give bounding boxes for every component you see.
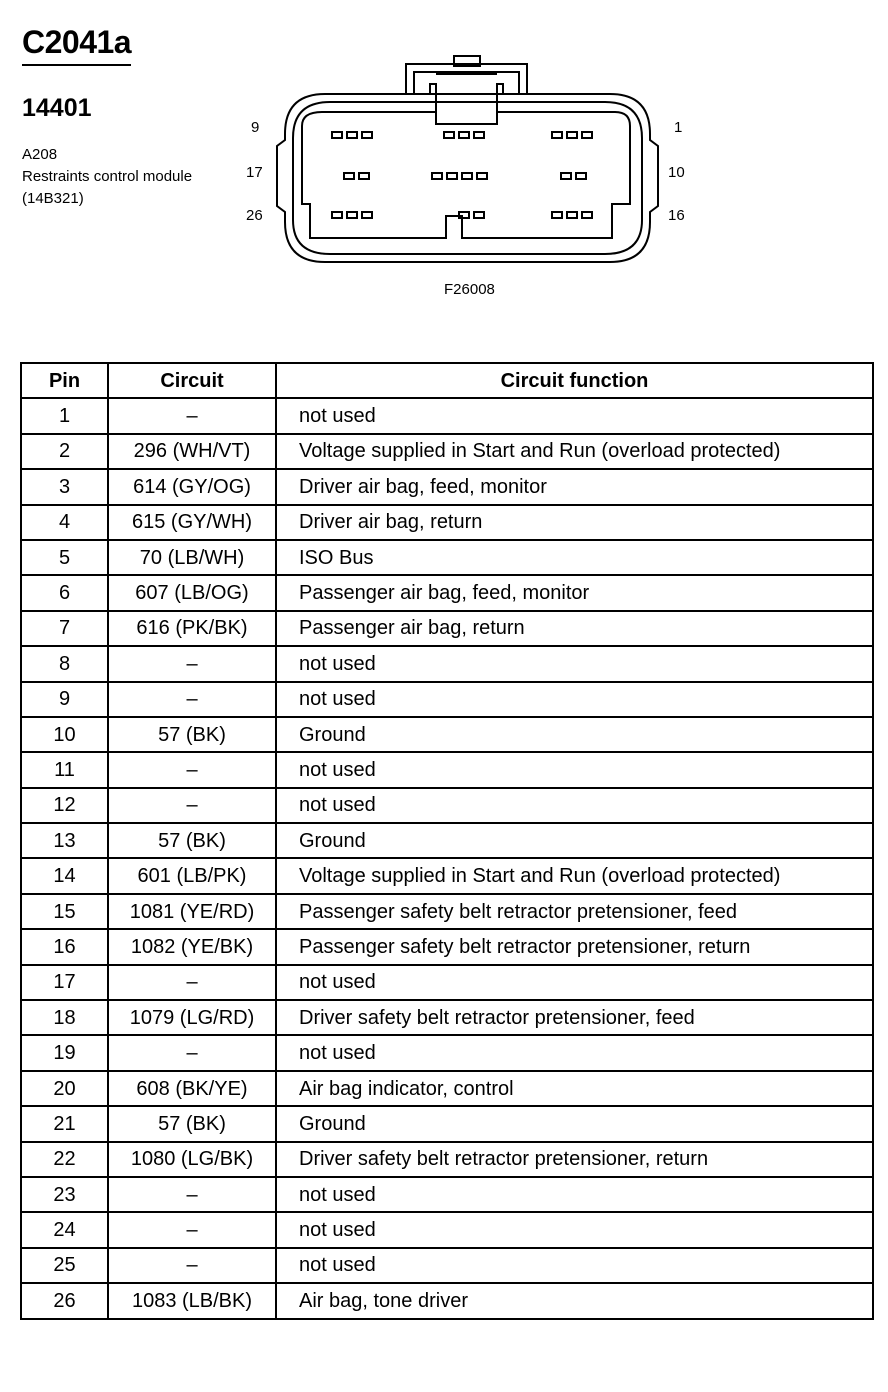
table-row <box>21 682 873 717</box>
pin-cell: 7 <box>21 611 108 646</box>
table-row <box>21 1177 873 1212</box>
terminal-row-top <box>332 132 592 138</box>
pin-cell: 18 <box>21 1000 108 1035</box>
pin-cell: 6 <box>21 575 108 610</box>
circuit-cell: 616 (PK/BK) <box>108 611 276 646</box>
connector-id: C2041a <box>22 22 131 66</box>
function-cell: Passenger air bag, return <box>276 611 873 646</box>
pin-cell: 17 <box>21 965 108 1000</box>
module-reference: A208 <box>22 146 58 163</box>
circuit-cell: 57 (BK) <box>108 1106 276 1141</box>
connector-face-diagram <box>0 0 888 320</box>
function-cell: Voltage supplied in Start and Run (overload protected) <box>276 434 873 469</box>
table-row <box>21 469 873 504</box>
circuit-cell: 1081 (YE/RD) <box>108 894 276 929</box>
table-row <box>21 929 873 964</box>
pin-cell: 22 <box>21 1142 108 1177</box>
circuit-cell: – <box>108 1248 276 1283</box>
function-cell: Driver air bag, return <box>276 505 873 540</box>
pin-cell: 5 <box>21 540 108 575</box>
pin-cell: 15 <box>21 894 108 929</box>
table-row <box>21 965 873 1000</box>
pin-cell: 4 <box>21 505 108 540</box>
table-row <box>21 1000 873 1035</box>
pin-cell: 10 <box>21 717 108 752</box>
connector-latch-outer <box>406 64 527 94</box>
pin-cell: 24 <box>21 1212 108 1247</box>
table-header-row <box>21 363 873 398</box>
table-row <box>21 505 873 540</box>
table-row <box>21 752 873 787</box>
pin-cell: 12 <box>21 788 108 823</box>
circuit-cell: 608 (BK/YE) <box>108 1071 276 1106</box>
function-cell: Ground <box>276 717 873 752</box>
function-cell: not used <box>276 398 873 433</box>
connector-cavity-area <box>302 112 630 238</box>
pin-cell: 21 <box>21 1106 108 1141</box>
part-number: 14401 <box>22 94 92 122</box>
pin-label-17: 17 <box>246 164 263 181</box>
function-cell: Ground <box>276 823 873 858</box>
circuit-cell: – <box>108 1212 276 1247</box>
circuit-cell: – <box>108 398 276 433</box>
function-cell: Passenger air bag, feed, monitor <box>276 575 873 610</box>
function-cell: not used <box>276 752 873 787</box>
function-cell: Passenger safety belt retractor pretensioner, return <box>276 929 873 964</box>
circuit-cell: – <box>108 682 276 717</box>
header-circuit-function: Circuit function <box>276 363 873 398</box>
module-description: Restraints control module (14B321) <box>22 168 193 207</box>
circuit-cell: – <box>108 1177 276 1212</box>
function-cell: not used <box>276 1035 873 1070</box>
table-row <box>21 646 873 681</box>
table-row <box>21 540 873 575</box>
table-row <box>21 858 873 893</box>
function-cell: not used <box>276 1177 873 1212</box>
function-cell: Driver safety belt retractor pretensioner, feed <box>276 1000 873 1035</box>
pinout-table-body <box>21 398 873 1318</box>
pin-cell: 11 <box>21 752 108 787</box>
pin-label-1: 1 <box>674 119 683 136</box>
table-row <box>21 1283 873 1318</box>
function-cell: not used <box>276 1248 873 1283</box>
header-circuit: Circuit <box>108 363 276 398</box>
pin-label-16: 16 <box>668 207 685 224</box>
pin-cell: 13 <box>21 823 108 858</box>
function-cell: Driver safety belt retractor pretensioner, return <box>276 1142 873 1177</box>
function-cell: Ground <box>276 1106 873 1141</box>
function-cell: not used <box>276 682 873 717</box>
table-row <box>21 788 873 823</box>
circuit-cell: 296 (WH/VT) <box>108 434 276 469</box>
function-cell: Passenger safety belt retractor pretensioner, feed <box>276 894 873 929</box>
circuit-cell: 601 (LB/PK) <box>108 858 276 893</box>
table-row <box>21 1035 873 1070</box>
table-row <box>21 717 873 752</box>
circuit-cell: – <box>108 965 276 1000</box>
pin-cell: 16 <box>21 929 108 964</box>
pin-cell: 14 <box>21 858 108 893</box>
pin-cell: 2 <box>21 434 108 469</box>
header-pin: Pin <box>21 363 108 398</box>
function-cell: not used <box>276 1212 873 1247</box>
circuit-cell: – <box>108 1035 276 1070</box>
table-row <box>21 823 873 858</box>
table-row <box>21 1212 873 1247</box>
circuit-cell: 1083 (LB/BK) <box>108 1283 276 1318</box>
pin-cell: 23 <box>21 1177 108 1212</box>
pin-label-9: 9 <box>251 119 260 136</box>
circuit-cell: 1080 (LG/BK) <box>108 1142 276 1177</box>
table-row <box>21 894 873 929</box>
pin-cell: 3 <box>21 469 108 504</box>
pin-cell: 1 <box>21 398 108 433</box>
pin-cell: 26 <box>21 1283 108 1318</box>
function-cell: ISO Bus <box>276 540 873 575</box>
pin-label-10: 10 <box>668 164 685 181</box>
circuit-cell: 1079 (LG/RD) <box>108 1000 276 1035</box>
circuit-cell: – <box>108 752 276 787</box>
circuit-cell: 70 (LB/WH) <box>108 540 276 575</box>
function-cell: not used <box>276 965 873 1000</box>
function-cell: Air bag indicator, control <box>276 1071 873 1106</box>
table-row <box>21 1071 873 1106</box>
table-row <box>21 575 873 610</box>
circuit-cell: 615 (GY/WH) <box>108 505 276 540</box>
pin-cell: 20 <box>21 1071 108 1106</box>
pin-cell: 8 <box>21 646 108 681</box>
table-row <box>21 434 873 469</box>
circuit-cell: 607 (LB/OG) <box>108 575 276 610</box>
circuit-cell: – <box>108 788 276 823</box>
circuit-cell: 57 (BK) <box>108 717 276 752</box>
pin-cell: 19 <box>21 1035 108 1070</box>
function-cell: Air bag, tone driver <box>276 1283 873 1318</box>
function-cell: not used <box>276 646 873 681</box>
terminal-row-middle <box>344 173 586 179</box>
function-cell: Voltage supplied in Start and Run (overload protected) <box>276 858 873 893</box>
table-row <box>21 1248 873 1283</box>
circuit-cell: 1082 (YE/BK) <box>108 929 276 964</box>
pin-cell: 9 <box>21 682 108 717</box>
figure-code: F26008 <box>444 281 495 298</box>
table-row <box>21 611 873 646</box>
circuit-cell: 57 (BK) <box>108 823 276 858</box>
table-row <box>21 1106 873 1141</box>
table-row <box>21 398 873 433</box>
table-row <box>21 1142 873 1177</box>
function-cell: Driver air bag, feed, monitor <box>276 469 873 504</box>
function-cell: not used <box>276 788 873 823</box>
circuit-cell: 614 (GY/OG) <box>108 469 276 504</box>
circuit-cell: – <box>108 646 276 681</box>
pin-cell: 25 <box>21 1248 108 1283</box>
pinout-table <box>20 362 874 1320</box>
pin-label-26: 26 <box>246 207 263 224</box>
